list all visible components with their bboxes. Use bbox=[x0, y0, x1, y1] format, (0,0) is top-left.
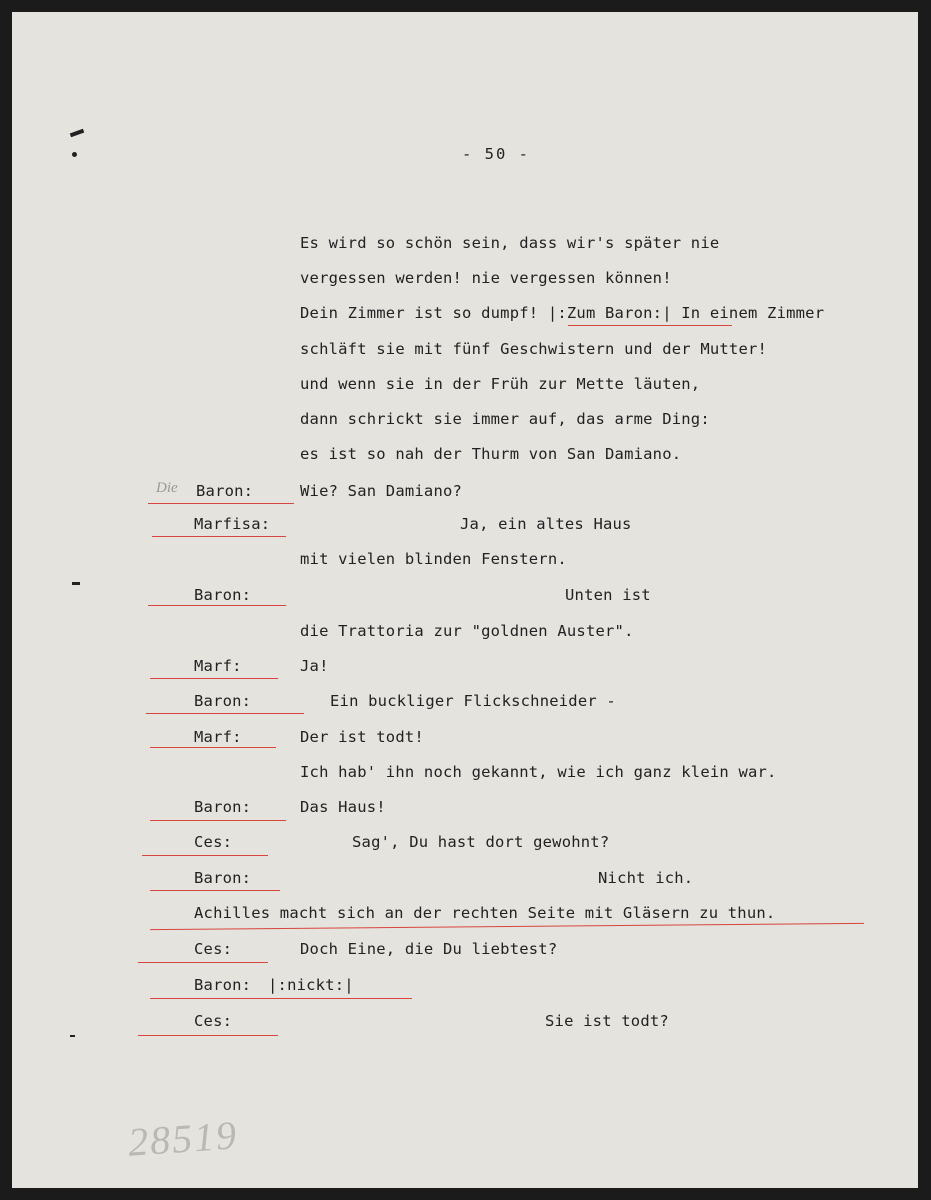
red-underline bbox=[142, 855, 268, 856]
red-underline bbox=[150, 678, 278, 679]
speaker-name: Marf: bbox=[194, 657, 242, 675]
speaker-name: Baron: bbox=[196, 482, 254, 500]
document-page bbox=[12, 12, 918, 1188]
speaker-name: Ces: bbox=[194, 833, 233, 851]
dialogue-line: Ja! bbox=[300, 657, 329, 675]
red-underline bbox=[150, 890, 280, 891]
red-underline bbox=[138, 1035, 278, 1036]
margin-note: Die bbox=[156, 480, 178, 496]
dialogue-line: Unten ist bbox=[565, 586, 651, 604]
red-underline bbox=[148, 503, 294, 504]
red-underline bbox=[568, 325, 732, 326]
speaker-name: Marfisa: bbox=[194, 515, 271, 533]
speech-line: dann schrickt sie immer auf, das arme Ding: bbox=[300, 410, 710, 428]
archive-number: 28519 bbox=[126, 1112, 240, 1165]
stage-direction: |:nickt:| bbox=[268, 976, 354, 994]
speaker-name: Baron: bbox=[194, 692, 252, 710]
page-number: - 50 - bbox=[462, 145, 530, 163]
dialogue-line: Ein buckliger Flickschneider - bbox=[330, 692, 616, 710]
dialogue-line: Nicht ich. bbox=[598, 869, 694, 887]
red-underline bbox=[148, 605, 286, 606]
speaker-name: Ces: bbox=[194, 1012, 233, 1030]
red-underline bbox=[152, 536, 286, 537]
speaker-name: Ces: bbox=[194, 940, 233, 958]
margin-mark bbox=[72, 582, 80, 585]
speaker-name: Baron: bbox=[194, 976, 252, 994]
dialogue-line: Wie? San Damiano? bbox=[300, 482, 463, 500]
red-underline bbox=[138, 962, 268, 963]
red-underline bbox=[146, 713, 304, 714]
red-underline bbox=[150, 747, 276, 748]
dialogue-line: Ich hab' ihn noch gekannt, wie ich ganz klein war. bbox=[300, 763, 777, 781]
dialogue-line: die Trattoria zur "goldnen Auster". bbox=[300, 622, 634, 640]
margin-mark bbox=[70, 1035, 75, 1037]
speech-line: vergessen werden! nie vergessen können! bbox=[300, 269, 672, 287]
red-underline bbox=[150, 820, 286, 821]
dialogue-line: Der ist todt! bbox=[300, 728, 424, 746]
red-underline bbox=[150, 998, 412, 999]
speech-line: es ist so nah der Thurm von San Damiano. bbox=[300, 445, 682, 463]
dialogue-line: mit vielen blinden Fenstern. bbox=[300, 550, 567, 568]
speech-line: Es wird so schön sein, dass wir's später nie bbox=[300, 234, 720, 252]
dialogue-line: Sag', Du hast dort gewohnt? bbox=[352, 833, 610, 851]
speech-line: Dein Zimmer ist so dumpf! |:Zum Baron:| In einem Zimmer bbox=[300, 304, 825, 322]
margin-mark bbox=[72, 152, 77, 157]
dialogue-line: Ja, ein altes Haus bbox=[460, 515, 632, 533]
dialogue-line: Das Haus! bbox=[300, 798, 386, 816]
speaker-name: Baron: bbox=[194, 869, 252, 887]
stage-direction: Achilles macht sich an der rechten Seite mit Gläsern zu thun. bbox=[194, 904, 776, 922]
speaker-name: Baron: bbox=[194, 586, 252, 604]
dialogue-line: Doch Eine, die Du liebtest? bbox=[300, 940, 558, 958]
speaker-name: Marf: bbox=[194, 728, 242, 746]
speech-line: schläft sie mit fünf Geschwistern und der Mutter! bbox=[300, 340, 768, 358]
speaker-name: Baron: bbox=[194, 798, 252, 816]
speech-line: und wenn sie in der Früh zur Mette läuten, bbox=[300, 375, 701, 393]
dialogue-line: Sie ist todt? bbox=[545, 1012, 669, 1030]
